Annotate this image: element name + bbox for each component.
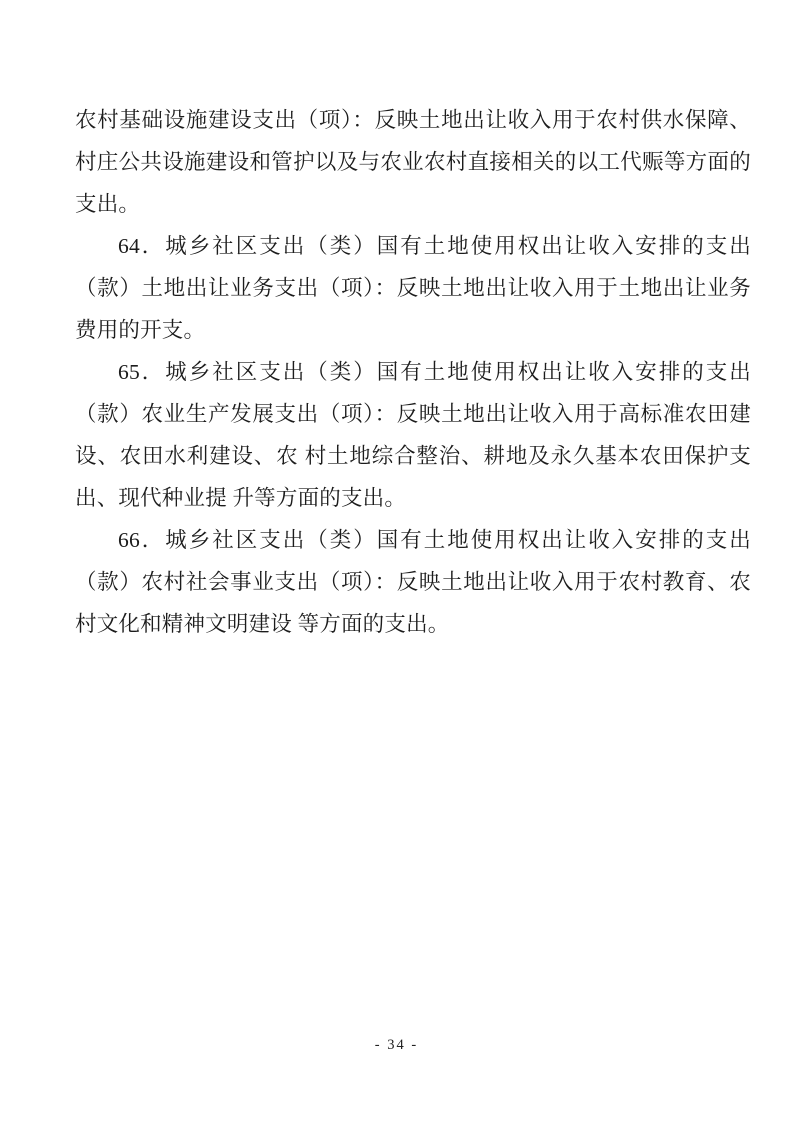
page-footer bbox=[0, 1036, 793, 1054]
paragraph-item-65: 65．城乡社区支出（类）国有土地使用权出让收入安排的支出（款）农业生产发展支出（项）：反映土地出让收入用于高标准农田建设、农田水利建设、农 村土地综合整治、耕地及永久基本农田保护支出、现代种业提 升等方面的支出。 bbox=[75, 360, 751, 510]
paragraph-item-64: 64．城乡社区支出（类）国有土地使用权出让收入安排的支出（款）土地出让业务支出（项）：反映土地出让收入用于土地出让业务费用的开支。 bbox=[75, 234, 751, 342]
page-number: - 34 - bbox=[374, 1037, 419, 1053]
paragraph-continuation-rural-infrastructure: 农村基础设施建设支出（项）：反映土地出让收入用于农村供水保障、村庄公共设施建设和管护以及与农业农村直接相关的以工代赈等方面的支出。 bbox=[75, 108, 751, 216]
text-block bbox=[75, 99, 751, 645]
paragraph-item-66: 66．城乡社区支出（类）国有土地使用权出让收入安排的支出（款）农村社会事业支出（项）：反映土地出让收入用于农村教育、农村文化和精神文明建设 等方面的支出。 bbox=[75, 528, 751, 636]
